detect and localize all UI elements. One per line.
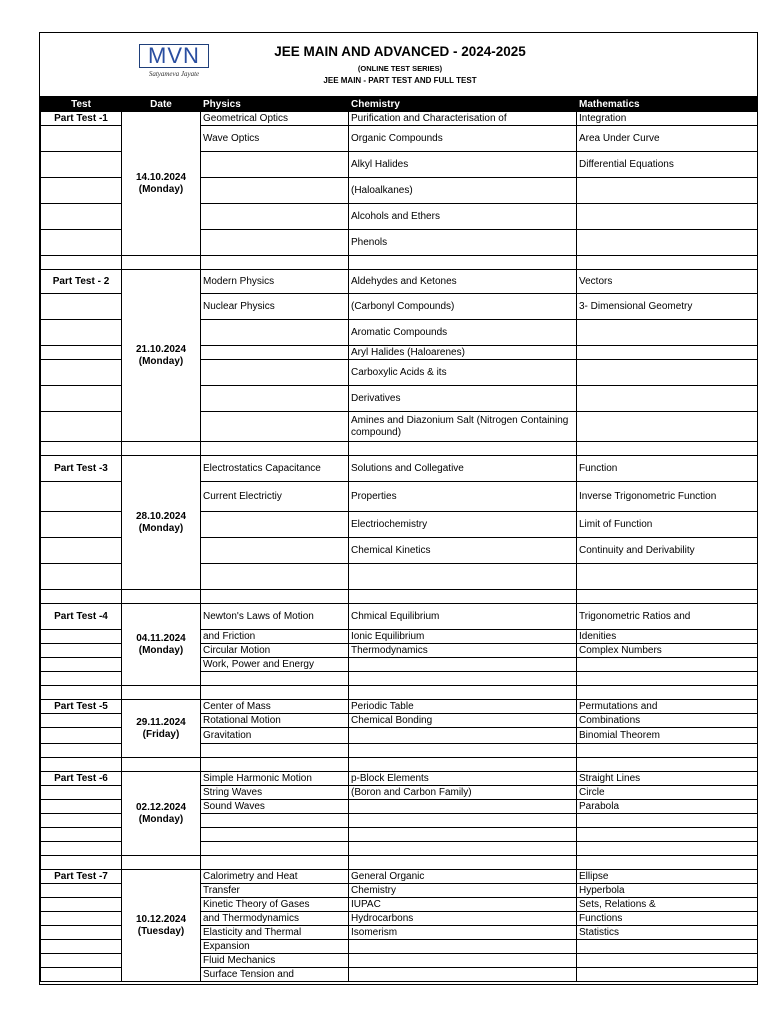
chemistry-topic-cell: Alcohols and Ethers — [349, 204, 577, 230]
empty-cell — [41, 814, 122, 828]
physics-topic-cell — [201, 564, 349, 590]
mathematics-topic-cell: Hyperbola — [577, 884, 758, 898]
chemistry-topic-cell — [349, 658, 577, 672]
empty-cell — [577, 686, 758, 700]
physics-topic-cell: Nuclear Physics — [201, 294, 349, 320]
chemistry-topic-cell: Phenols — [349, 230, 577, 256]
physics-topic-cell — [201, 320, 349, 346]
empty-cell — [41, 538, 122, 564]
empty-cell — [201, 256, 349, 270]
spacer-row — [41, 686, 758, 700]
logo-text: MVN — [139, 44, 209, 68]
chemistry-topic-cell: Chmical Equilibrium — [349, 604, 577, 630]
empty-cell — [349, 686, 577, 700]
spacer-row — [41, 442, 758, 456]
empty-cell — [41, 152, 122, 178]
test-date: 29.11.2024 — [136, 716, 186, 728]
empty-cell — [41, 728, 122, 744]
physics-topic-cell: Simple Harmonic Motion — [201, 772, 349, 786]
physics-topic-cell: Sound Waves — [201, 800, 349, 814]
chemistry-topic-cell — [349, 814, 577, 828]
mathematics-topic-cell — [577, 320, 758, 346]
physics-topic-cell: Kinetic Theory of Gases — [201, 898, 349, 912]
empty-cell — [41, 884, 122, 898]
empty-cell — [577, 758, 758, 772]
empty-cell — [349, 256, 577, 270]
empty-cell — [41, 968, 122, 982]
mathematics-topic-cell: Functions — [577, 912, 758, 926]
test-date-cell — [122, 700, 201, 758]
mathematics-topic-cell: Trigonometric Ratios and — [577, 604, 758, 630]
test-name-cell: Part Test -5 — [41, 700, 122, 714]
test-date: 02.12.2024 — [135, 801, 187, 813]
empty-cell — [41, 630, 122, 644]
physics-topic-cell: Current Electrictiy — [201, 482, 349, 512]
mathematics-topic-cell: Permutations and — [577, 700, 758, 714]
document-subtitle: (ONLINE TEST SERIES) — [357, 64, 443, 73]
physics-topic-cell: and Friction — [201, 630, 349, 644]
chemistry-topic-cell — [349, 672, 577, 686]
physics-topic-cell — [201, 204, 349, 230]
empty-cell — [41, 828, 122, 842]
test-day: (Monday) — [138, 522, 184, 534]
empty-cell — [41, 658, 122, 672]
chemistry-topic-cell: Aromatic Compounds — [349, 320, 577, 346]
empty-cell — [41, 898, 122, 912]
physics-topic-cell: Elasticity and Thermal — [201, 926, 349, 940]
test-date-cell — [122, 456, 201, 590]
chemistry-topic-cell: Derivatives — [349, 386, 577, 412]
chemistry-topic-cell: Aryl Halides (Haloarenes) — [349, 346, 577, 360]
physics-topic-cell — [201, 842, 349, 856]
physics-topic-cell — [201, 814, 349, 828]
table-row — [41, 456, 758, 482]
logo-tagline: Satyameva Jayate — [148, 70, 200, 78]
mathematics-topic-cell — [577, 204, 758, 230]
empty-cell — [41, 256, 122, 270]
physics-topic-cell: Circular Motion — [201, 644, 349, 658]
physics-topic-cell — [201, 828, 349, 842]
physics-topic-cell — [201, 538, 349, 564]
empty-cell — [41, 320, 122, 346]
table-row — [41, 604, 758, 630]
empty-cell — [201, 442, 349, 456]
test-date-cell — [122, 112, 201, 256]
column-header-mathematics: Mathematics — [577, 97, 758, 112]
test-date-cell — [122, 870, 201, 982]
mathematics-topic-cell: Parabola — [577, 800, 758, 814]
column-header-date: Date — [122, 97, 201, 112]
mathematics-topic-cell: Differential Equations — [577, 152, 758, 178]
empty-cell — [41, 482, 122, 512]
chemistry-topic-cell: General Organic — [349, 870, 577, 884]
mathematics-topic-cell — [577, 658, 758, 672]
physics-topic-cell: Electrostatics Capacitance — [201, 456, 349, 482]
physics-topic-cell: Transfer — [201, 884, 349, 898]
mathematics-topic-cell — [577, 842, 758, 856]
mathematics-topic-cell: Circle — [577, 786, 758, 800]
mathematics-topic-cell — [577, 968, 758, 982]
empty-cell — [201, 856, 349, 870]
empty-cell — [349, 758, 577, 772]
test-name-cell: Part Test -6 — [41, 772, 122, 786]
physics-topic-cell — [201, 744, 349, 758]
mathematics-topic-cell — [577, 954, 758, 968]
mathematics-topic-cell — [577, 672, 758, 686]
document-title: JEE MAIN AND ADVANCED - 2024-2025 — [274, 44, 526, 59]
table-row — [41, 700, 758, 714]
physics-topic-cell: Center of Mass — [201, 700, 349, 714]
physics-topic-cell: String Waves — [201, 786, 349, 800]
test-schedule-table — [40, 96, 758, 982]
test-date-cell — [122, 604, 201, 686]
mathematics-topic-cell: Straight Lines — [577, 772, 758, 786]
chemistry-topic-cell — [349, 828, 577, 842]
test-date: 10.12.2024 — [135, 913, 187, 925]
physics-topic-cell — [201, 152, 349, 178]
column-header-physics: Physics — [201, 97, 349, 112]
empty-cell — [577, 590, 758, 604]
spacer-row — [41, 856, 758, 870]
physics-topic-cell — [201, 412, 349, 442]
mathematics-topic-cell: Area Under Curve — [577, 126, 758, 152]
spacer-row — [41, 590, 758, 604]
physics-topic-cell: Gravitation — [201, 728, 349, 744]
mathematics-topic-cell: Statistics — [577, 926, 758, 940]
physics-topic-cell: Geometrical Optics — [201, 112, 349, 126]
mathematics-topic-cell: Sets, Relations & — [577, 898, 758, 912]
empty-cell — [41, 714, 122, 728]
empty-cell — [41, 856, 122, 870]
empty-cell — [122, 590, 201, 604]
mathematics-topic-cell: Complex Numbers — [577, 644, 758, 658]
mathematics-topic-cell: Idenities — [577, 630, 758, 644]
mathematics-topic-cell: Binomial Theorem — [577, 728, 758, 744]
physics-topic-cell: Newton's Laws of Motion — [201, 604, 349, 630]
mathematics-topic-cell — [577, 744, 758, 758]
spacer-row — [41, 256, 758, 270]
chemistry-topic-cell: Chemical Kinetics — [349, 538, 577, 564]
chemistry-topic-cell — [349, 954, 577, 968]
chemistry-topic-cell — [349, 968, 577, 982]
physics-topic-cell — [201, 386, 349, 412]
document-header — [40, 33, 757, 96]
mathematics-topic-cell — [577, 412, 758, 442]
empty-cell — [41, 386, 122, 412]
mathematics-topic-cell — [577, 564, 758, 590]
chemistry-topic-cell — [349, 842, 577, 856]
empty-cell — [122, 758, 201, 772]
chemistry-topic-cell: Hydrocarbons — [349, 912, 577, 926]
mathematics-topic-cell: 3- Dimensional Geometry — [577, 294, 758, 320]
physics-topic-cell: Rotational Motion — [201, 714, 349, 728]
empty-cell — [577, 856, 758, 870]
empty-cell — [41, 590, 122, 604]
chemistry-topic-cell: IUPAC — [349, 898, 577, 912]
physics-topic-cell: Modern Physics — [201, 270, 349, 294]
chemistry-topic-cell — [349, 940, 577, 954]
empty-cell — [41, 412, 122, 442]
physics-topic-cell: Surface Tension and — [201, 968, 349, 982]
empty-cell — [349, 590, 577, 604]
physics-topic-cell: Work, Power and Energy — [201, 658, 349, 672]
mathematics-topic-cell: Function — [577, 456, 758, 482]
physics-topic-cell — [201, 512, 349, 538]
chemistry-topic-cell — [349, 800, 577, 814]
chemistry-topic-cell: Purification and Characterisation of — [349, 112, 577, 126]
test-day: (Monday) — [138, 355, 184, 367]
empty-cell — [41, 126, 122, 152]
test-day: (Monday) — [138, 183, 184, 195]
chemistry-topic-cell: Aldehydes and Ketones — [349, 270, 577, 294]
empty-cell — [41, 294, 122, 320]
chemistry-topic-cell: Isomerism — [349, 926, 577, 940]
test-name-cell: Part Test - 2 — [41, 270, 122, 294]
test-day: (Friday) — [142, 728, 180, 740]
mathematics-topic-cell — [577, 814, 758, 828]
mathematics-topic-cell: Combinations — [577, 714, 758, 728]
schedule-sheet — [39, 32, 758, 985]
chemistry-topic-cell: Solutions and Collegative — [349, 456, 577, 482]
mathematics-topic-cell: Limit of Function — [577, 512, 758, 538]
physics-topic-cell: Expansion — [201, 940, 349, 954]
empty-cell — [41, 686, 122, 700]
empty-cell — [41, 360, 122, 386]
test-date-cell — [122, 270, 201, 442]
empty-cell — [122, 256, 201, 270]
chemistry-topic-cell: Chemical Bonding — [349, 714, 577, 728]
empty-cell — [41, 758, 122, 772]
chemistry-topic-cell: (Haloalkanes) — [349, 178, 577, 204]
mvn-logo — [139, 44, 209, 80]
physics-topic-cell — [201, 346, 349, 360]
table-header-row — [41, 97, 758, 112]
chemistry-topic-cell: Amines and Diazonium Salt (Nitrogen Containing compound) — [349, 412, 577, 442]
mathematics-topic-cell — [577, 940, 758, 954]
physics-topic-cell: Wave Optics — [201, 126, 349, 152]
test-date: 28.10.2024 — [135, 510, 187, 522]
chemistry-topic-cell: Periodic Table — [349, 700, 577, 714]
test-date: 21.10.2024 — [135, 343, 187, 355]
mathematics-topic-cell: Integration — [577, 112, 758, 126]
empty-cell — [122, 686, 201, 700]
mathematics-topic-cell: Inverse Trigonometric Function — [577, 482, 758, 512]
chemistry-topic-cell: Electriochemistry — [349, 512, 577, 538]
chemistry-topic-cell — [349, 744, 577, 758]
table-row — [41, 772, 758, 786]
physics-topic-cell: Fluid Mechanics — [201, 954, 349, 968]
mathematics-topic-cell — [577, 346, 758, 360]
empty-cell — [41, 564, 122, 590]
empty-cell — [41, 786, 122, 800]
empty-cell — [41, 800, 122, 814]
mathematics-topic-cell — [577, 828, 758, 842]
empty-cell — [41, 954, 122, 968]
mathematics-topic-cell: Continuity and Derivability — [577, 538, 758, 564]
empty-cell — [41, 512, 122, 538]
physics-topic-cell — [201, 672, 349, 686]
empty-cell — [122, 442, 201, 456]
chemistry-topic-cell: Carboxylic Acids & its — [349, 360, 577, 386]
physics-topic-cell — [201, 360, 349, 386]
empty-cell — [41, 744, 122, 758]
test-name-cell: Part Test -3 — [41, 456, 122, 482]
chemistry-topic-cell: (Boron and Carbon Family) — [349, 786, 577, 800]
mathematics-topic-cell — [577, 386, 758, 412]
chemistry-topic-cell: Thermodynamics — [349, 644, 577, 658]
chemistry-topic-cell: Alkyl Halides — [349, 152, 577, 178]
column-header-chemistry: Chemistry — [349, 97, 577, 112]
empty-cell — [41, 842, 122, 856]
empty-cell — [41, 442, 122, 456]
test-name-cell: Part Test -1 — [41, 112, 122, 126]
test-day: (Monday) — [138, 644, 184, 656]
empty-cell — [41, 346, 122, 360]
empty-cell — [41, 672, 122, 686]
physics-topic-cell — [201, 178, 349, 204]
column-header-test: Test — [41, 97, 122, 112]
chemistry-topic-cell — [349, 564, 577, 590]
empty-cell — [41, 940, 122, 954]
mathematics-topic-cell — [577, 230, 758, 256]
physics-topic-cell: and Thermodynamics — [201, 912, 349, 926]
chemistry-topic-cell: Ionic Equilibrium — [349, 630, 577, 644]
empty-cell — [41, 926, 122, 940]
empty-cell — [122, 856, 201, 870]
physics-topic-cell — [201, 230, 349, 256]
empty-cell — [41, 644, 122, 658]
table-row — [41, 870, 758, 884]
physics-topic-cell: Calorimetry and Heat — [201, 870, 349, 884]
test-date: 04.11.2024 — [136, 632, 186, 644]
empty-cell — [41, 204, 122, 230]
mathematics-topic-cell: Ellipse — [577, 870, 758, 884]
chemistry-topic-cell: Chemistry — [349, 884, 577, 898]
test-day: (Tuesday) — [137, 925, 185, 937]
test-date: 14.10.2024 — [135, 171, 187, 183]
empty-cell — [41, 230, 122, 256]
empty-cell — [577, 442, 758, 456]
chemistry-topic-cell: p-Block Elements — [349, 772, 577, 786]
test-name-cell: Part Test -4 — [41, 604, 122, 630]
mathematics-topic-cell — [577, 178, 758, 204]
mathematics-topic-cell: Vectors — [577, 270, 758, 294]
chemistry-topic-cell — [349, 728, 577, 744]
test-date-cell — [122, 772, 201, 856]
test-day: (Monday) — [138, 813, 184, 825]
test-name-cell: Part Test -7 — [41, 870, 122, 884]
chemistry-topic-cell: (Carbonyl Compounds) — [349, 294, 577, 320]
empty-cell — [349, 442, 577, 456]
table-row — [41, 112, 758, 126]
mathematics-topic-cell — [577, 360, 758, 386]
document-subtitle-2: JEE MAIN - PART TEST AND FULL TEST — [323, 76, 477, 85]
empty-cell — [41, 178, 122, 204]
table-row — [41, 270, 758, 294]
empty-cell — [577, 256, 758, 270]
empty-cell — [201, 590, 349, 604]
empty-cell — [41, 912, 122, 926]
chemistry-topic-cell: Properties — [349, 482, 577, 512]
empty-cell — [201, 686, 349, 700]
empty-cell — [201, 758, 349, 772]
empty-cell — [349, 856, 577, 870]
chemistry-topic-cell: Organic Compounds — [349, 126, 577, 152]
spacer-row — [41, 758, 758, 772]
